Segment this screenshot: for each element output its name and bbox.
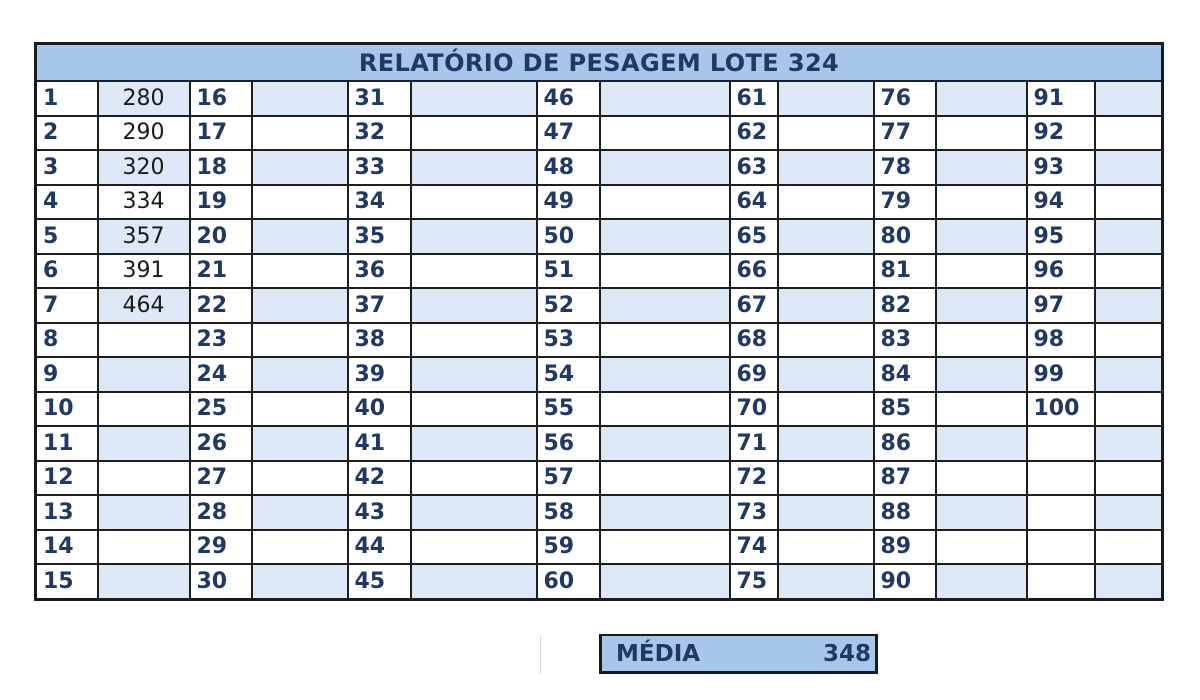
- item-number-cell[interactable]: 20: [190, 219, 252, 254]
- item-number-cell[interactable]: 37: [348, 288, 411, 323]
- item-number-cell[interactable]: 85: [874, 392, 936, 427]
- table-row: [36, 426, 1163, 461]
- weight-value-cell[interactable]: [1095, 530, 1163, 565]
- weight-value-cell[interactable]: [600, 426, 730, 461]
- item-number-cell[interactable]: 39: [348, 357, 411, 392]
- weight-value-cell[interactable]: [411, 530, 537, 565]
- weight-value-cell[interactable]: [411, 495, 537, 530]
- weight-value-cell[interactable]: [98, 461, 190, 496]
- item-number-cell[interactable]: 9: [36, 357, 98, 392]
- item-number-cell[interactable]: 78: [874, 150, 936, 185]
- weight-value-cell[interactable]: 357: [98, 219, 190, 254]
- weight-value-cell[interactable]: [252, 116, 348, 151]
- item-number-cell[interactable]: 81: [874, 254, 936, 289]
- item-number-cell[interactable]: 43: [348, 495, 411, 530]
- item-number-cell[interactable]: 22: [190, 288, 252, 323]
- table-row: [36, 461, 1163, 496]
- item-number-cell[interactable]: 62: [730, 116, 778, 151]
- table-row: [36, 150, 1163, 185]
- weight-value-cell[interactable]: 391: [98, 254, 190, 289]
- weight-value-cell[interactable]: [411, 219, 537, 254]
- item-number-cell[interactable]: 58: [537, 495, 600, 530]
- item-number-cell[interactable]: 51: [537, 254, 600, 289]
- weight-value-cell[interactable]: [411, 116, 537, 151]
- item-number-cell[interactable]: 7: [36, 288, 98, 323]
- weight-value-cell[interactable]: [411, 150, 537, 185]
- item-number-cell[interactable]: 99: [1027, 357, 1095, 392]
- weight-value-cell[interactable]: [1095, 150, 1163, 185]
- weight-value-cell[interactable]: [1095, 288, 1163, 323]
- item-number-cell[interactable]: 45: [348, 564, 411, 599]
- weight-value-cell[interactable]: [411, 392, 537, 427]
- item-number-cell[interactable]: 28: [190, 495, 252, 530]
- item-number-cell[interactable]: 92: [1027, 116, 1095, 151]
- weight-value-cell[interactable]: [778, 495, 874, 530]
- item-number-cell[interactable]: 74: [730, 530, 778, 565]
- report-title: RELATÓRIO DE PESAGEM LOTE 324: [36, 44, 1163, 82]
- weight-value-cell[interactable]: [778, 288, 874, 323]
- item-number-cell[interactable]: 97: [1027, 288, 1095, 323]
- weight-value-cell[interactable]: [778, 564, 874, 599]
- weight-value-cell[interactable]: [778, 219, 874, 254]
- item-number-cell[interactable]: 25: [190, 392, 252, 427]
- item-number-cell[interactable]: 61: [730, 81, 778, 116]
- item-number-cell[interactable]: 71: [730, 426, 778, 461]
- weight-value-cell[interactable]: [936, 357, 1027, 392]
- weight-value-cell[interactable]: [600, 150, 730, 185]
- weight-value-cell[interactable]: [936, 564, 1027, 599]
- weight-value-cell[interactable]: [252, 495, 348, 530]
- weight-value-cell[interactable]: 334: [98, 185, 190, 220]
- item-number-cell[interactable]: 33: [348, 150, 411, 185]
- item-number-cell[interactable]: 100: [1027, 392, 1095, 427]
- weight-value-cell[interactable]: [411, 564, 537, 599]
- item-number-cell[interactable]: 15: [36, 564, 98, 599]
- weight-value-cell[interactable]: [600, 564, 730, 599]
- weight-value-cell[interactable]: 290: [98, 116, 190, 151]
- item-number-cell[interactable]: 56: [537, 426, 600, 461]
- item-number-cell[interactable]: 72: [730, 461, 778, 496]
- item-number-cell[interactable]: 32: [348, 116, 411, 151]
- cell-gridline: [540, 636, 541, 674]
- weight-value-cell[interactable]: [252, 530, 348, 565]
- item-number-cell[interactable]: 83: [874, 323, 936, 358]
- item-number-cell[interactable]: 70: [730, 392, 778, 427]
- item-number-cell[interactable]: 63: [730, 150, 778, 185]
- weight-value-cell[interactable]: [600, 116, 730, 151]
- item-number-cell[interactable]: 65: [730, 219, 778, 254]
- table-row: [36, 254, 1163, 289]
- item-number-cell[interactable]: 49: [537, 185, 600, 220]
- weight-value-cell[interactable]: [252, 254, 348, 289]
- item-number-cell[interactable]: 77: [874, 116, 936, 151]
- item-number-cell[interactable]: 68: [730, 323, 778, 358]
- weight-value-cell[interactable]: [936, 150, 1027, 185]
- item-number-cell[interactable]: 52: [537, 288, 600, 323]
- item-number-cell[interactable]: 36: [348, 254, 411, 289]
- item-number-cell[interactable]: 73: [730, 495, 778, 530]
- table-row: [36, 81, 1163, 116]
- weight-value-cell[interactable]: [600, 495, 730, 530]
- weight-value-cell[interactable]: [98, 426, 190, 461]
- item-number-cell[interactable]: 14: [36, 530, 98, 565]
- weight-value-cell[interactable]: [1095, 495, 1163, 530]
- table-row: [36, 357, 1163, 392]
- item-number-cell[interactable]: 84: [874, 357, 936, 392]
- item-number-cell[interactable]: 76: [874, 81, 936, 116]
- weight-value-cell[interactable]: [936, 323, 1027, 358]
- weighing-report-table: [34, 42, 1164, 601]
- weight-value-cell[interactable]: [411, 254, 537, 289]
- item-number-cell[interactable]: 21: [190, 254, 252, 289]
- weight-value-cell[interactable]: [778, 81, 874, 116]
- item-number-cell[interactable]: 5: [36, 219, 98, 254]
- item-number-cell[interactable]: [1027, 530, 1095, 565]
- weight-value-cell[interactable]: [778, 116, 874, 151]
- item-number-cell[interactable]: [1027, 461, 1095, 496]
- weight-value-cell[interactable]: [1095, 426, 1163, 461]
- item-number-cell[interactable]: 34: [348, 185, 411, 220]
- item-number-cell[interactable]: 82: [874, 288, 936, 323]
- table-row: [36, 392, 1163, 427]
- weight-value-cell[interactable]: [936, 461, 1027, 496]
- weight-value-cell[interactable]: [1095, 461, 1163, 496]
- weight-value-cell[interactable]: [600, 392, 730, 427]
- weight-value-cell[interactable]: [778, 323, 874, 358]
- weight-value-cell[interactable]: [936, 495, 1027, 530]
- item-number-cell[interactable]: 3: [36, 150, 98, 185]
- item-number-cell[interactable]: 40: [348, 392, 411, 427]
- item-number-cell[interactable]: 54: [537, 357, 600, 392]
- weight-value-cell[interactable]: [600, 288, 730, 323]
- item-number-cell[interactable]: 12: [36, 461, 98, 496]
- weight-value-cell[interactable]: [600, 530, 730, 565]
- weight-value-cell[interactable]: 464: [98, 288, 190, 323]
- item-number-cell[interactable]: 24: [190, 357, 252, 392]
- weight-value-cell[interactable]: [936, 81, 1027, 116]
- item-number-cell[interactable]: 26: [190, 426, 252, 461]
- weight-value-cell[interactable]: [936, 185, 1027, 220]
- item-number-cell[interactable]: 19: [190, 185, 252, 220]
- weight-value-cell[interactable]: [411, 81, 537, 116]
- weight-value-cell[interactable]: [252, 288, 348, 323]
- weight-value-cell[interactable]: [1095, 357, 1163, 392]
- weight-value-cell[interactable]: [778, 530, 874, 565]
- item-number-cell[interactable]: 48: [537, 150, 600, 185]
- average-summary-box: [599, 634, 878, 674]
- item-number-cell[interactable]: 2: [36, 116, 98, 151]
- weight-value-cell[interactable]: [936, 254, 1027, 289]
- item-number-cell[interactable]: 47: [537, 116, 600, 151]
- item-number-cell[interactable]: 90: [874, 564, 936, 599]
- weight-value-cell[interactable]: [778, 357, 874, 392]
- item-number-cell[interactable]: 35: [348, 219, 411, 254]
- weight-value-cell[interactable]: [1095, 392, 1163, 427]
- item-number-cell[interactable]: 4: [36, 185, 98, 220]
- item-number-cell[interactable]: 46: [537, 81, 600, 116]
- item-number-cell[interactable]: [1027, 495, 1095, 530]
- weight-value-cell[interactable]: [252, 150, 348, 185]
- average-label: MÉDIA: [616, 641, 701, 667]
- weight-value-cell[interactable]: [411, 323, 537, 358]
- weight-value-cell[interactable]: [778, 254, 874, 289]
- table-row: [36, 495, 1163, 530]
- item-number-cell[interactable]: 66: [730, 254, 778, 289]
- item-number-cell[interactable]: 89: [874, 530, 936, 565]
- weight-value-cell[interactable]: [98, 392, 190, 427]
- weight-value-cell[interactable]: 320: [98, 150, 190, 185]
- weight-value-cell[interactable]: [98, 530, 190, 565]
- item-number-cell[interactable]: 69: [730, 357, 778, 392]
- weight-value-cell[interactable]: [411, 288, 537, 323]
- item-number-cell[interactable]: 96: [1027, 254, 1095, 289]
- item-number-cell[interactable]: 18: [190, 150, 252, 185]
- item-number-cell[interactable]: [1027, 426, 1095, 461]
- weight-value-cell[interactable]: [600, 323, 730, 358]
- weight-value-cell[interactable]: [600, 81, 730, 116]
- item-number-cell[interactable]: 41: [348, 426, 411, 461]
- item-number-cell[interactable]: 29: [190, 530, 252, 565]
- weight-value-cell[interactable]: [600, 357, 730, 392]
- item-number-cell[interactable]: 55: [537, 392, 600, 427]
- weight-value-cell[interactable]: [600, 461, 730, 496]
- weight-value-cell[interactable]: [778, 150, 874, 185]
- table-row: [36, 564, 1163, 599]
- item-number-cell[interactable]: 23: [190, 323, 252, 358]
- weight-value-cell[interactable]: [411, 461, 537, 496]
- average-value: 348: [822, 641, 871, 667]
- item-number-cell[interactable]: 11: [36, 426, 98, 461]
- weight-value-cell[interactable]: [252, 564, 348, 599]
- weight-value-cell[interactable]: [1095, 323, 1163, 358]
- weight-value-cell[interactable]: [1095, 185, 1163, 220]
- weight-value-cell[interactable]: [778, 392, 874, 427]
- item-number-cell[interactable]: 57: [537, 461, 600, 496]
- weight-value-cell[interactable]: [1095, 254, 1163, 289]
- item-number-cell[interactable]: 86: [874, 426, 936, 461]
- item-number-cell[interactable]: 93: [1027, 150, 1095, 185]
- item-number-cell[interactable]: 16: [190, 81, 252, 116]
- weight-value-cell[interactable]: [936, 219, 1027, 254]
- table-row: [36, 185, 1163, 220]
- item-number-cell[interactable]: 64: [730, 185, 778, 220]
- item-number-cell[interactable]: 44: [348, 530, 411, 565]
- weight-value-cell[interactable]: [98, 357, 190, 392]
- item-number-cell[interactable]: 60: [537, 564, 600, 599]
- weight-value-cell[interactable]: [252, 392, 348, 427]
- weight-value-cell[interactable]: [252, 219, 348, 254]
- weight-value-cell[interactable]: [98, 495, 190, 530]
- item-number-cell[interactable]: 67: [730, 288, 778, 323]
- item-number-cell[interactable]: 95: [1027, 219, 1095, 254]
- weight-value-cell[interactable]: [411, 357, 537, 392]
- weight-value-cell[interactable]: [600, 254, 730, 289]
- item-number-cell[interactable]: 87: [874, 461, 936, 496]
- weight-value-cell[interactable]: [600, 185, 730, 220]
- item-number-cell[interactable]: 50: [537, 219, 600, 254]
- item-number-cell[interactable]: 27: [190, 461, 252, 496]
- item-number-cell[interactable]: 88: [874, 495, 936, 530]
- item-number-cell[interactable]: 59: [537, 530, 600, 565]
- weight-value-cell[interactable]: [1095, 116, 1163, 151]
- item-number-cell[interactable]: 53: [537, 323, 600, 358]
- weight-value-cell[interactable]: [1095, 219, 1163, 254]
- weight-value-cell[interactable]: [411, 426, 537, 461]
- weight-value-cell[interactable]: [936, 530, 1027, 565]
- weight-value-cell[interactable]: [98, 564, 190, 599]
- weight-value-cell[interactable]: [252, 461, 348, 496]
- table-row: [36, 116, 1163, 151]
- item-number-cell[interactable]: 17: [190, 116, 252, 151]
- weight-value-cell[interactable]: [411, 185, 537, 220]
- item-number-cell[interactable]: 75: [730, 564, 778, 599]
- weight-value-cell[interactable]: [778, 426, 874, 461]
- item-number-cell[interactable]: 30: [190, 564, 252, 599]
- weight-value-cell[interactable]: [1095, 564, 1163, 599]
- item-number-cell[interactable]: 38: [348, 323, 411, 358]
- weight-value-cell[interactable]: [936, 288, 1027, 323]
- item-number-cell[interactable]: 10: [36, 392, 98, 427]
- item-number-cell[interactable]: 80: [874, 219, 936, 254]
- table-row: [36, 530, 1163, 565]
- weight-value-cell[interactable]: [252, 323, 348, 358]
- weight-value-cell[interactable]: [778, 461, 874, 496]
- weight-value-cell[interactable]: [252, 426, 348, 461]
- weight-value-cell[interactable]: [936, 116, 1027, 151]
- item-number-cell[interactable]: 79: [874, 185, 936, 220]
- item-number-cell[interactable]: 31: [348, 81, 411, 116]
- item-number-cell[interactable]: 1: [36, 81, 98, 116]
- item-number-cell[interactable]: 94: [1027, 185, 1095, 220]
- item-number-cell[interactable]: 91: [1027, 81, 1095, 116]
- weight-value-cell[interactable]: [252, 357, 348, 392]
- item-number-cell[interactable]: 13: [36, 495, 98, 530]
- item-number-cell[interactable]: 8: [36, 323, 98, 358]
- item-number-cell[interactable]: [1027, 564, 1095, 599]
- weight-value-cell[interactable]: [1095, 81, 1163, 116]
- weight-value-cell[interactable]: 280: [98, 81, 190, 116]
- table-row: [36, 323, 1163, 358]
- item-number-cell[interactable]: 42: [348, 461, 411, 496]
- item-number-cell[interactable]: 6: [36, 254, 98, 289]
- table-row: [36, 219, 1163, 254]
- weight-value-cell[interactable]: [600, 219, 730, 254]
- table-row: [36, 288, 1163, 323]
- weight-value-cell[interactable]: [936, 392, 1027, 427]
- weight-value-cell[interactable]: [98, 323, 190, 358]
- weight-value-cell[interactable]: [778, 185, 874, 220]
- weight-value-cell[interactable]: [252, 81, 348, 116]
- weight-value-cell[interactable]: [936, 426, 1027, 461]
- item-number-cell[interactable]: 98: [1027, 323, 1095, 358]
- weight-value-cell[interactable]: [252, 185, 348, 220]
